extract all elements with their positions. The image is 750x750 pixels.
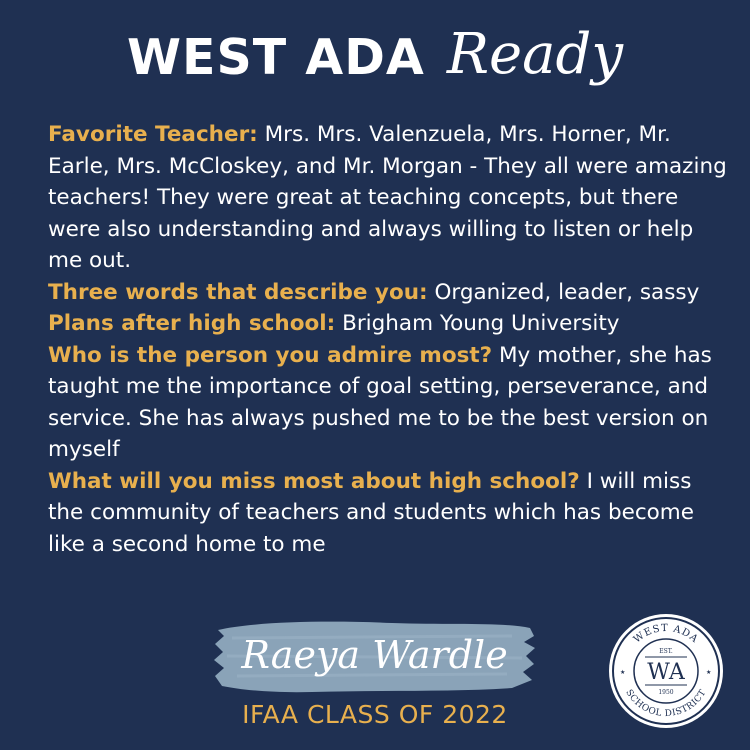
title-west-ada: WEST ADA xyxy=(126,29,425,86)
logo-top-text: WEST ADA xyxy=(631,622,701,646)
logo-bottom-text: SCHOOL DISTRICT xyxy=(623,688,709,720)
qa-item-admire xyxy=(48,340,728,466)
logo-year: 1950 xyxy=(658,689,674,696)
answer: Organized, leader, sassy xyxy=(427,279,700,305)
star-icon: ★ xyxy=(620,669,626,676)
qa-item-favorite-teacher xyxy=(48,119,728,277)
answer: I will miss the community of teachers and students which has become like a second home to me xyxy=(48,468,694,557)
west-ada-logo xyxy=(607,612,725,730)
title-ready: Ready xyxy=(446,22,623,87)
qa-block xyxy=(48,119,728,560)
qa-item-miss xyxy=(48,466,728,561)
class-label: IFAA CLASS OF 2022 xyxy=(242,700,508,729)
question: Favorite Teacher: xyxy=(48,122,258,147)
question: Who is the person you admire most? xyxy=(48,342,493,368)
answer: Mrs. Mrs. Valenzuela, Mrs. Horner, Mr. Earle, Mrs. McCloskey, and Mr. Morgan - They all were amazing teachers! They were great at teaching concepts, but there were also understanding and always willing to listen or help me out. xyxy=(48,122,727,273)
student-name: Raeya Wardle xyxy=(241,633,508,677)
qa-item-plans xyxy=(48,308,728,340)
answer: Brigham Young University xyxy=(335,311,620,336)
question: Plans after high school: xyxy=(48,311,336,336)
question: Three words that describe you: xyxy=(48,279,428,305)
answer: My mother, she has taught me the importance of goal setting, perseverance, and service. She has always pushed me to be the best version on myself xyxy=(48,342,712,462)
question: What will you miss most about high school? xyxy=(48,468,580,494)
qa-item-three-words xyxy=(48,277,728,309)
star-icon: ★ xyxy=(706,669,712,676)
header xyxy=(0,22,750,87)
logo-monogram: WA xyxy=(647,660,685,685)
logo-est: EST. xyxy=(659,648,673,655)
